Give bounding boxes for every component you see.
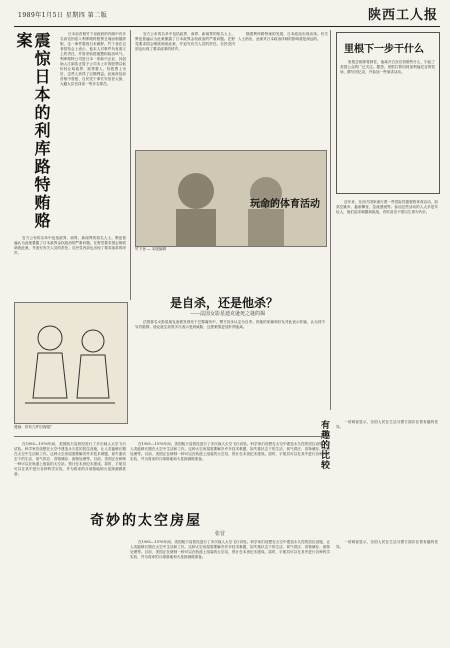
article-right-col-body (238, 32, 328, 147)
article-space-body-top (130, 442, 330, 504)
headline-recruit-scandal: 震惊日本的利库路特贿赂案 (14, 32, 51, 230)
article-recruit-text: 日本前首相竹下登政府的内阁中有多名高官因卷入利库路特股票丑闻而相继辞职，这一事件震惊日本朝野。竹下登在记者招待会上表示，他本人对事件负有道义上的责任，并将采取措施整顿政治风气。利库路特公司是日本一家新兴企业，其创始人江副浩正将子公司未上市的股票以低价转让给政界、财界要人，待股票上市后，这些人获得了巨额利益。此案涉及前首相中曾根、自民党干事长安倍晋太郎、大藏大臣宫泽喜一等多名要员。 (60, 32, 126, 86)
article-reagan-text: 里根总统即将卸任，他离开白宫后将做些什么，引起了美国公众的广泛关注。据悉，里根打算回到加利福尼亚的牧场，撰写回忆录，并参加一些演讲活动。 (340, 60, 435, 74)
article-space-text-bottom: 在1985—1976年间，美国航天局曾经进行了多次载人太空飞行试验。科学家们设想在太空中建造永久性的居住设施，让人类能够长期在太空中生活和工作。这种太空房屋需要解决许多技术难题，如失重状态下的生活、氧气供应、食物储存、废物处理等。目前，美国正在研制一种可以在轨道上组装的太空站，预计在本世纪末建成。届时，宇航员可以在其中进行各种科学实验，并为将来的月球基地和火星探测做准备。 (130, 540, 330, 559)
column-divider (130, 30, 131, 300)
article-comparison-text: 一项调查显示，各国人民在生活习惯方面存在着有趣的差异。 (336, 420, 438, 429)
section-divider (14, 436, 330, 437)
headline-suicide-or-murder: 是自杀，还是他杀？ (170, 296, 279, 310)
article-middle-text: 官方公布的名单中包括政界、商界、新闻界的知名人士。舆论普遍认为此案暴露了日本政界金权政治的严重问题。在野党要求国会彻底调查此案，并追究有关人员的责任。自民党内部也出现了要求改革的呼声。 (135, 32, 235, 51)
photo-caption: 竹下登 — 本版编辑 (135, 247, 167, 251)
article-space-text-top: 在1985—1976年间，美国航天局曾经进行了多次载人太空飞行试验。科学家们设想在太空中建造永久性的居住设施，让人类能够长期在太空中生活和工作。这种太空房屋需要解决许多技术难题，如失重状态下的生活、氧气供应、食物储存、废物处理等。目前，美国正在研制一种可以在轨道上组装的太空站，预计在本世纪末建成。届时，宇航员可以在其中进行各种科学实验，并为将来的月球基地和火星探测做准备。 (130, 442, 330, 461)
article-space-body-right (336, 540, 438, 642)
headline-space-house: 奇妙的太空房屋 (90, 513, 202, 529)
headline-extreme-sports: 玩命的体育活动 (250, 199, 320, 210)
article-recruit-text-continued: 官方公布的名单中包括政界、商界、新闻界的知名人士。舆论普遍认为此案暴露了日本政界金权政治的严重问题。在野党要求国会彻底调查此案，并追究有关人员的责任。自民党内部也出现了要求改革的呼声。 (14, 236, 126, 255)
subheadline-suicide-or-murder: ——法国女影星迪克逊死之谜的揭 (190, 311, 266, 317)
article-space-body-bottom (130, 540, 330, 642)
article-space-body-left (14, 442, 126, 642)
article-space-text-left: 在1985—1976年间，美国航天局曾经进行了多次载人太空飞行试验。科学家们设想在太空中建造永久性的居住设施，让人类能够长期在太空中生活和工作。这种太空房屋需要解决许多技术难题，如失重状态下的生活、氧气供应、食物储存、废物处理等。目前，美国正在研制一种可以在轨道上组装的太空站，预计在本世纪末建成。届时，宇航员可以在其中进行各种科学实验，并为将来的月球基地和火星探测做准备。 (14, 442, 126, 476)
article-recruit-body-continued (14, 236, 126, 296)
header-rule (14, 26, 440, 27)
article-reagan-body (340, 60, 435, 188)
headline-reagan: 里根下一步干什么 (344, 44, 424, 55)
article-sports-body (336, 200, 438, 410)
column-divider-right (330, 30, 331, 410)
article-comparison-body (336, 420, 438, 535)
cartoon-caption: 漫画：你有几件旧西服？ (14, 425, 54, 429)
article-right-col-text: 随着利库路特案的发展，日本政局出现动荡。有关人士指出，此案对日本政治体制的影响将是深远的。 (238, 32, 328, 41)
article-sports-text: 近年来，在西方国家流行着一些冒险性极强的体育活动，如高空跳伞、悬崖攀登、急流漂流等。参加这些活动的人大多是年轻人，他们追求刺激和挑战，有时甚至不惜以生命为代价。 (336, 200, 438, 214)
page-header (14, 4, 440, 26)
byline-space-house: 张冒 (215, 531, 226, 537)
masthead: 陕西工人报 (367, 8, 438, 23)
cartoon-drawing-icon (15, 303, 127, 423)
cartoon-illustration (14, 302, 128, 424)
date-line: 1989年1月5日 星期四 第二版 (18, 12, 108, 19)
article-space-text-right: 一项调查显示，各国人民在生活习惯方面存在着有趣的差异。 (336, 540, 438, 549)
article-suicide-body (135, 320, 325, 410)
article-suicide-text: 法国著名女影星迪克逊被发现死于巴黎寓所中，警方初步认定为自杀。但她的家属和好友对此表示怀疑，认为其中另有隐情。迪克逊生前曾多次表示受到威胁，这使案情更加扑朔迷离。 (135, 320, 325, 329)
headline-comparison: 有趣的比较 (319, 420, 329, 470)
article-middle-body (135, 32, 235, 147)
